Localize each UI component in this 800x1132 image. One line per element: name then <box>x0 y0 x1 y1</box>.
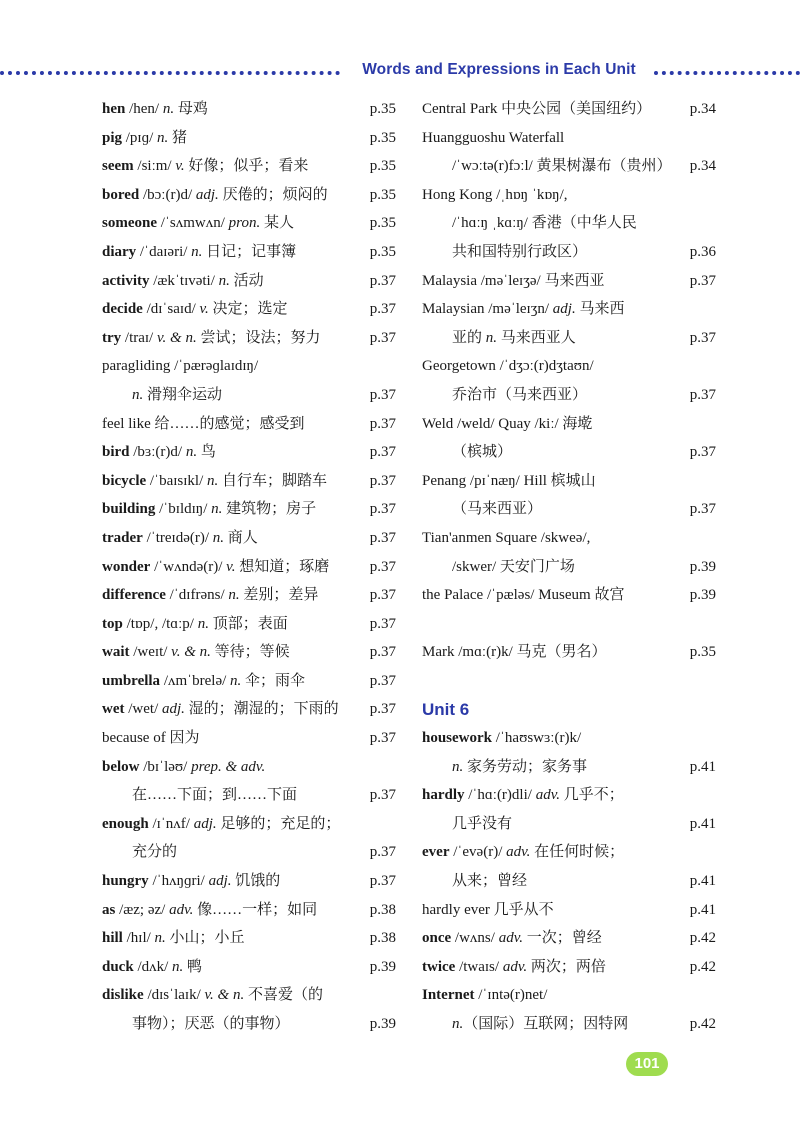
part-of-speech: adv. <box>506 844 531 861</box>
entry-text: Central Park 中央公园（美国纽约） <box>422 101 652 117</box>
entry-text: /ˈsʌmwʌn/ <box>157 215 229 232</box>
entry-text: （槟城） <box>452 444 513 461</box>
part-of-speech: n. <box>132 386 144 403</box>
entry-word: someone <box>102 215 157 232</box>
entry-text: /ˈwɔːtə(r)fɔːl/ 黄果树瀑布（贵州） <box>452 158 672 175</box>
entry-meaning: 饥饿的 <box>231 873 281 890</box>
vocab-entry <box>422 953 716 982</box>
entry-meaning: 某人 <box>260 215 294 232</box>
entry-word: enough <box>102 815 149 832</box>
vocab-entry <box>102 238 396 267</box>
entry-word: wonder <box>102 558 151 575</box>
page-reference: p.37 <box>369 444 396 461</box>
entry-word: duck <box>102 958 134 975</box>
entry-text: /bɪˈləʊ/ <box>139 758 192 775</box>
page-reference: p.35 <box>369 186 396 203</box>
entry-word: as <box>102 901 116 918</box>
page-reference: p.37 <box>689 329 716 346</box>
vocab-entry <box>422 209 716 238</box>
entry-text: because of 因为 <box>102 730 200 747</box>
vocab-entry <box>102 524 396 553</box>
page-reference: p.37 <box>369 272 396 289</box>
part-of-speech: n. <box>157 129 169 146</box>
page-reference: p.37 <box>369 301 396 318</box>
entry-text: /dʌk/ <box>133 958 173 975</box>
entry-word: trader <box>102 529 143 546</box>
vocab-entry <box>102 181 396 210</box>
part-of-speech: n. <box>206 472 219 489</box>
vocab-entry <box>102 438 396 467</box>
part-of-speech: n. <box>230 672 242 689</box>
entry-text: /ˈhʌŋɡri/ <box>148 873 209 890</box>
vocab-entry <box>102 581 396 610</box>
part-of-speech: n. <box>185 444 198 461</box>
vocab-entry <box>102 267 396 296</box>
entry-meaning: 伞；雨伞 <box>241 672 306 689</box>
entry-text: /ˈbaɪsɪkl/ <box>146 472 207 489</box>
vocab-entry <box>102 810 396 839</box>
part-of-speech: v. <box>175 158 185 175</box>
entry-meaning: 马来西 <box>575 301 625 318</box>
entry-meaning: 厌倦的；烦闷的 <box>218 186 328 203</box>
page-reference: p.35 <box>369 243 396 260</box>
entry-text: Tian'anmen Square /skweə/, <box>422 529 591 546</box>
vocab-entry <box>102 352 396 381</box>
entry-text: 共和国特别行政区） <box>452 243 588 260</box>
entry-meaning: 像……一样；如同 <box>193 901 318 918</box>
page-reference: p.42 <box>689 930 716 947</box>
page-reference: p.41 <box>689 901 716 918</box>
vocab-entry <box>102 667 396 696</box>
vocab-entry <box>102 295 396 324</box>
page-reference: p.37 <box>369 615 396 632</box>
vocab-entry <box>422 495 716 524</box>
vocab-entry <box>102 1010 396 1039</box>
entry-word: twice <box>422 958 456 975</box>
vocab-entry <box>102 867 396 896</box>
entry-text: /tɒp/, /tɑːp/ <box>122 615 198 632</box>
page-reference: p.35 <box>369 158 396 175</box>
entry-meaning: 足够的；充足的； <box>216 815 341 832</box>
vocab-entry <box>102 95 396 124</box>
entry-word: try <box>102 329 122 346</box>
entry-text: /ˈwʌndə(r)/ <box>150 558 227 575</box>
part-of-speech: n. <box>191 243 203 260</box>
entry-text: Penang /pɪˈnæŋ/ Hill 槟城山 <box>422 472 596 489</box>
entry-meaning: 商人 <box>224 529 258 546</box>
vocab-entry <box>422 924 716 953</box>
entry-text: /traɪ/ <box>121 329 157 346</box>
vocab-entry <box>422 810 716 839</box>
vocab-entry <box>422 867 716 896</box>
entry-text: /ˈhɑː(r)dli/ <box>464 787 536 804</box>
entry-word: building <box>102 501 156 518</box>
page-reference: p.37 <box>369 873 396 890</box>
entry-meaning: 猪 <box>168 129 188 146</box>
entry-meaning: 滑翔伞运动 <box>143 386 223 403</box>
entry-text: Georgetown /ˈdʒɔː(r)dʒtaʊn/ <box>422 358 594 375</box>
entry-text: /ˈdaɪəri/ <box>136 243 192 260</box>
vocab-entry <box>422 753 716 782</box>
entry-text: 从来；曾经 <box>452 873 528 890</box>
entry-text: /hɪl/ <box>122 930 155 947</box>
page-reference: p.37 <box>369 529 396 546</box>
entry-text: /dɪˈsaɪd/ <box>142 301 200 318</box>
vocab-entry <box>422 152 716 181</box>
page-header <box>0 58 800 86</box>
entry-text: 亚的 <box>452 329 486 346</box>
entry-meaning: 日记；记事簿 <box>202 243 297 260</box>
vocab-entry <box>422 581 716 610</box>
page-reference: p.37 <box>369 587 396 604</box>
entry-meaning: 想知道；琢磨 <box>235 558 330 575</box>
entry-word: hungry <box>102 873 149 890</box>
vocab-entry <box>422 838 716 867</box>
entry-meaning: 好像；似乎；看来 <box>184 158 309 175</box>
vocab-entry <box>422 352 716 381</box>
vocab-entry <box>422 410 716 439</box>
page-reference: p.37 <box>369 558 396 575</box>
entry-text: /ˈhɑːŋ ˌkɑːŋ/ 香港（中华人民 <box>452 215 637 232</box>
entry-word: ever <box>422 844 450 861</box>
page-reference: p.35 <box>369 215 396 232</box>
part-of-speech: n. <box>452 1016 464 1032</box>
part-of-speech: n. <box>228 587 240 604</box>
entry-text: feel like 给……的感觉；感受到 <box>102 415 305 432</box>
entry-word: bird <box>102 444 130 461</box>
vocab-entry <box>102 781 396 810</box>
entry-text: /ˈevə(r)/ <box>449 844 507 861</box>
entry-text: （马来西亚） <box>452 501 543 518</box>
page-reference: p.37 <box>689 386 716 403</box>
entry-text: Malaysian /məˈleɪʒn/ <box>422 301 553 318</box>
page-reference: p.37 <box>369 672 396 689</box>
entry-meaning: 母鸡 <box>174 101 208 117</box>
entry-word: top <box>102 615 123 632</box>
part-of-speech: adj. <box>193 815 217 832</box>
entry-text: Mark /mɑː(r)k/ 马克（男名） <box>422 643 607 660</box>
entry-meaning: 湿的；潮湿的；下雨的 <box>184 701 339 718</box>
entry-meaning: 家务劳动；家务事 <box>463 758 588 775</box>
part-of-speech: n. <box>485 329 498 346</box>
entry-text: /wet/ <box>124 701 162 718</box>
page-reference: p.37 <box>369 787 396 804</box>
vocab-entry <box>422 467 716 496</box>
page-reference: p.42 <box>689 958 716 975</box>
entry-text: /æz; əz/ <box>115 901 170 918</box>
vocab-entry <box>102 467 396 496</box>
vocab-entry <box>422 381 716 410</box>
entry-text: 乔治市（马来西亚） <box>452 386 588 403</box>
part-of-speech: adj. <box>162 701 185 718</box>
vocab-entry <box>422 95 716 124</box>
vocab-entry <box>102 838 396 867</box>
page-reference: p.38 <box>369 930 396 947</box>
part-of-speech: adv. <box>502 958 528 975</box>
vocab-entry <box>102 695 396 724</box>
entry-text: Huangguoshu Waterfall <box>422 129 565 146</box>
page-reference: p.37 <box>369 844 396 861</box>
entry-word: wet <box>102 701 125 718</box>
entry-word: decide <box>102 301 143 318</box>
vocab-entry <box>422 1010 716 1039</box>
entry-text: 充分的 <box>132 844 178 861</box>
vocab-entry <box>102 495 396 524</box>
entry-text: /wʌns/ <box>451 930 499 947</box>
part-of-speech: adv. <box>169 901 194 918</box>
entry-word: bicycle <box>102 472 147 489</box>
header-dotted-rule-left <box>0 71 340 75</box>
part-of-speech: prep. & adv. <box>191 758 266 775</box>
part-of-speech: adv. <box>535 787 560 804</box>
part-of-speech: adj. <box>195 186 219 203</box>
vocab-entry <box>102 610 396 639</box>
entry-meaning: 等待；等候 <box>210 644 290 661</box>
entry-text: Malaysia /məˈleɪʒə/ 马来西亚 <box>422 272 605 289</box>
vocab-entry <box>102 324 396 353</box>
part-of-speech: adj. <box>552 301 576 318</box>
vocab-entry <box>102 724 396 753</box>
entry-text: 几乎没有 <box>452 815 513 832</box>
page-reference: p.39 <box>369 958 396 975</box>
entry-text: /ˈhaʊswɜː(r)k/ <box>492 730 582 747</box>
entry-word: once <box>422 930 452 947</box>
vocab-entry <box>102 896 396 925</box>
page-reference: p.37 <box>369 701 396 718</box>
vocab-entry <box>422 781 716 810</box>
entry-meaning: 不喜爱（的 <box>244 987 323 1004</box>
vocab-entry <box>422 524 716 553</box>
page-number-badge: 101 <box>626 1052 668 1076</box>
page-reference: p.37 <box>369 386 396 403</box>
entry-meaning: 两次；两倍 <box>527 958 606 975</box>
vocab-entry <box>102 152 396 181</box>
header-title: Words and Expressions in Each Unit <box>362 61 636 78</box>
vocab-entry <box>102 953 396 982</box>
vocab-entry <box>422 324 716 353</box>
page-reference: p.41 <box>689 758 716 775</box>
vocab-entry <box>422 610 716 667</box>
entry-word: hardly <box>422 787 465 804</box>
page-reference: p.37 <box>369 501 396 518</box>
entry-text: /dɪsˈlaɪk/ <box>143 987 205 1004</box>
entry-text: Weld /weld/ Quay /kiː/ 海墘 <box>422 415 593 432</box>
part-of-speech: n. <box>452 758 464 775</box>
vocab-entry <box>422 724 716 753</box>
page-reference: p.37 <box>369 415 396 432</box>
vocab-entry <box>422 438 716 467</box>
entry-meaning: 差别；差异 <box>239 587 319 604</box>
entry-text: 事物）；厌恶（的事物） <box>132 1016 290 1032</box>
entry-text: the Palace /ˈpæləs/ Museum 故宫 <box>422 587 625 604</box>
entry-word: dislike <box>102 987 144 1004</box>
entry-meaning: 自行车；脚踏车 <box>218 472 327 489</box>
entry-text: /siːm/ <box>133 158 176 175</box>
entry-text: /ɪˈnʌf/ <box>148 815 194 832</box>
entry-word: hill <box>102 930 123 947</box>
vocab-entry <box>102 638 396 667</box>
entry-text: /ˈdɪfrəns/ <box>165 587 229 604</box>
entry-text: /hen/ <box>125 101 163 117</box>
entry-text: paragliding /ˈpærəɡlaɪdɪŋ/ <box>102 358 259 375</box>
entry-meaning: 一次；曾经 <box>522 930 602 947</box>
vocab-entry <box>422 981 716 1010</box>
entry-meaning: 马来西亚人 <box>497 329 576 346</box>
page-reference: p.39 <box>689 587 716 604</box>
part-of-speech: n. <box>212 529 225 546</box>
part-of-speech: adv. <box>498 930 523 947</box>
page-reference: p.37 <box>689 272 716 289</box>
entry-word: difference <box>102 587 166 604</box>
entry-word: pig <box>102 129 123 146</box>
entry-meaning: 小山；小丘 <box>165 930 245 947</box>
entry-word: umbrella <box>102 672 161 689</box>
vocab-entry <box>102 924 396 953</box>
part-of-speech: n. <box>197 615 209 632</box>
entry-meaning: 在任何时候； <box>530 844 625 861</box>
part-of-speech: pron. <box>228 215 261 232</box>
page-reference: p.37 <box>369 730 396 747</box>
page-reference: p.35 <box>369 129 396 146</box>
entry-word: below <box>102 758 140 775</box>
header-dotted-rule-right <box>654 71 800 75</box>
entry-meaning: 顶部；表面 <box>208 615 288 632</box>
entry-word: wait <box>102 644 130 661</box>
unit-heading: Unit 6 <box>422 699 470 719</box>
entry-meaning: 建筑物；房子 <box>222 501 317 518</box>
part-of-speech: v. & n. <box>204 987 245 1004</box>
page-reference: p.39 <box>689 558 716 575</box>
page-reference: p.35 <box>689 643 716 660</box>
page-reference: p.36 <box>689 243 716 260</box>
vocab-entry <box>422 181 716 210</box>
vocab-entry <box>102 381 396 410</box>
page-reference: p.37 <box>689 501 716 518</box>
page-reference: p.38 <box>369 901 396 918</box>
page-reference: p.37 <box>369 329 396 346</box>
entry-text: 在……下面；到……下面 <box>132 787 298 804</box>
entry-word: activity <box>102 272 150 289</box>
entry-meaning: 鸟 <box>197 444 216 461</box>
part-of-speech: v. <box>199 301 209 318</box>
entry-text: /skwer/ 天安门广场 <box>452 558 575 575</box>
vocab-entry <box>102 209 396 238</box>
page-reference: p.37 <box>369 472 396 489</box>
vocab-entry <box>102 410 396 439</box>
part-of-speech: v. <box>226 558 236 575</box>
part-of-speech: n. <box>211 501 223 518</box>
entry-meaning: 决定；选定 <box>208 301 288 318</box>
entry-meaning: 尝试；设法；努力 <box>196 329 321 346</box>
entry-text: /ʌmˈbrelə/ <box>160 672 231 689</box>
part-of-speech: adj. <box>208 873 232 890</box>
entry-word: bored <box>102 186 140 203</box>
page-reference: p.41 <box>689 873 716 890</box>
vocab-entry <box>102 124 396 153</box>
vocab-entry <box>422 553 716 582</box>
entry-meaning: （国际）互联网；因特网 <box>463 1016 629 1032</box>
part-of-speech: n. <box>218 272 230 289</box>
page-reference: p.34 <box>689 158 716 175</box>
part-of-speech: v. & n. <box>171 644 211 661</box>
vocab-entry <box>422 896 716 925</box>
entry-meaning: 几乎不； <box>559 787 624 804</box>
entry-text: /ˈtreɪdə(r)/ <box>142 529 213 546</box>
entry-word: housework <box>422 730 493 747</box>
page-reference: p.37 <box>689 444 716 461</box>
page-reference: p.37 <box>369 644 396 661</box>
entry-text: Hong Kong /ˌhɒŋ ˈkɒŋ/, <box>422 186 568 203</box>
entry-text: /ˈbɪldɪŋ/ <box>155 501 212 518</box>
page-reference: p.35 <box>369 101 396 117</box>
entry-text: /bɔː(r)d/ <box>139 186 196 203</box>
entry-meaning: 鸭 <box>183 958 203 975</box>
page-reference: p.34 <box>689 101 716 117</box>
entry-meaning: 活动 <box>229 272 264 289</box>
part-of-speech: n. <box>162 101 175 117</box>
vocab-entry <box>422 295 716 324</box>
vocab-entry <box>102 553 396 582</box>
vocab-entry <box>102 981 396 1010</box>
vocab-entry <box>422 267 716 296</box>
entry-word: seem <box>102 158 134 175</box>
part-of-speech: n. <box>154 930 166 947</box>
right-word-column <box>422 95 716 1039</box>
vocab-entry <box>422 124 716 153</box>
entry-text: /ækˈtɪvəti/ <box>149 272 219 289</box>
part-of-speech: v. & n. <box>156 329 197 346</box>
entry-text: /twaɪs/ <box>455 958 503 975</box>
vocab-entry <box>422 238 716 267</box>
entry-word: hen <box>102 101 126 117</box>
page-reference: p.39 <box>369 1016 396 1032</box>
left-word-column <box>102 95 396 1039</box>
entry-text: /pɪɡ/ <box>122 129 158 146</box>
entry-text: /bɜː(r)d/ <box>129 444 186 461</box>
page-reference: p.42 <box>689 1016 716 1032</box>
entry-text: /ˈɪntə(r)net/ <box>474 987 548 1004</box>
entry-word: diary <box>102 243 137 260</box>
entry-text: hardly ever 几乎从不 <box>422 901 554 918</box>
entry-text: /weɪt/ <box>129 644 172 661</box>
part-of-speech: n. <box>172 958 184 975</box>
page-reference: p.41 <box>689 815 716 832</box>
entry-word: Internet <box>422 987 475 1004</box>
vocab-entry <box>102 753 396 782</box>
